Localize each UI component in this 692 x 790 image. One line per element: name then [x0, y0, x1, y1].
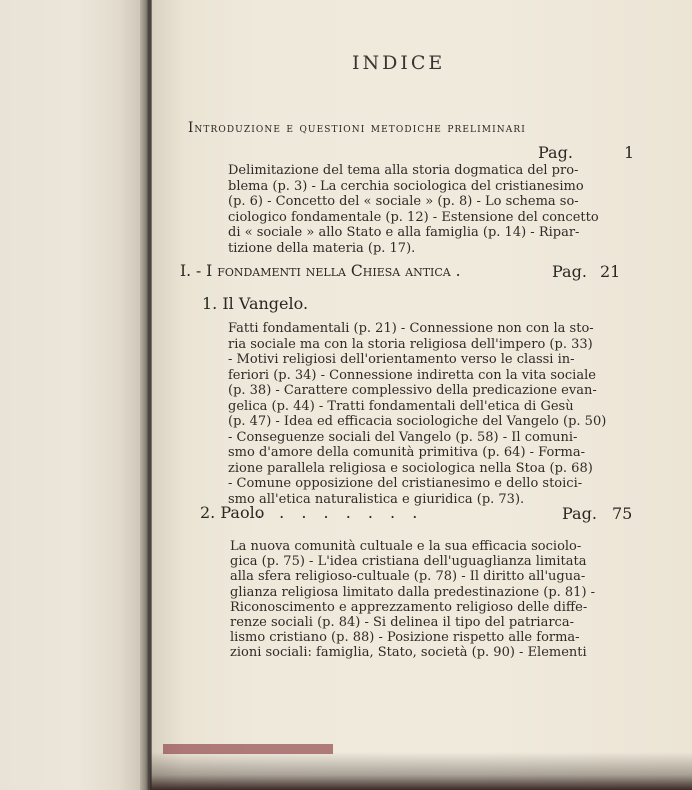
section-1-pag-label: Pag.: [552, 262, 587, 281]
chapter-2-summary: [230, 539, 595, 661]
chapter-1-summary-line: - Conseguenze sociali del Vangelo (p. 58) - Il comuni-: [228, 429, 578, 445]
chapter-1-summary-line: smo d'amore della comunità primitiva (p. 64) - Forma-: [228, 445, 585, 460]
left-page: [0, 0, 140, 790]
chapter-2-summary-line: lismo cristiano (p. 88) - Posizione rispetto alle forma-: [230, 630, 580, 646]
chapter-1-summary: [228, 321, 606, 507]
chapter-1-summary-line: zione parallela religiosa e sociologica nella Stoa (p. 68): [228, 460, 593, 476]
chapter-1-summary-line: ria sociale ma con la storia religiosa dell'impero (p. 33): [228, 336, 593, 352]
intro-summary-line: ciologico fondamentale (p. 12) - Estensione del concetto: [228, 209, 599, 225]
chapter-1-summary-line: - Comune opposizione del cristianesimo e dello stoici-: [228, 476, 583, 491]
chapter-2-summary-line: alla sfera religioso-cultuale (p. 78) - Il diritto all'ugua-: [230, 569, 586, 585]
section-1-heading: I. - I fondamenti nella Chiesa antica .: [180, 262, 461, 280]
book-gutter: [148, 0, 151, 790]
chapter-1-summary-line: (p. 47) - Idea ed efficacia sociologiche del Vangelo (p. 50): [228, 414, 607, 429]
chapter-1-summary-line: feriori (p. 34) - Connessione indiretta con la vita sociale: [228, 367, 596, 383]
chapter-2-heading: 2. Paolo: [200, 503, 265, 522]
intro-summary-line: blema (p. 3) - La cerchia sociologica del cristianesimo: [228, 178, 584, 194]
chapter-2-summary-line: La nuova comunità cultuale e la sua efficacia sociolo-: [230, 539, 582, 554]
intro-summary-line: (p. 6) - Concetto del « sociale » (p. 8) - Lo schema so-: [228, 194, 579, 209]
chapter-1-summary-line: (p. 38) - Carattere complessivo della predicazione evan-: [228, 383, 597, 398]
chapter-2-summary-line: Riconoscimento e apprezzamento religioso delle diffe-: [230, 599, 588, 615]
chapter-1-summary-line: smo all'etica naturalistica e giuridica (p. 73).: [228, 491, 525, 507]
intro-page-number: 1: [624, 143, 635, 162]
chapter-1-summary-line: - Motivi religiosi dell'orientamento verso le classi in-: [228, 352, 575, 367]
index-title: INDICE: [352, 52, 446, 74]
chapter-2-leader-dots: . . . . . . . .: [257, 503, 424, 522]
intro-summary-line: di « sociale » allo Stato e alla famiglia (p. 14) - Ripar-: [228, 225, 580, 240]
chapter-2-summary-line: zioni sociali: famiglia, Stato, società (p. 90) - Elementi: [230, 645, 587, 661]
chapter-2-summary-line: glianza religiosa limitato dalla predestinazione (p. 81) -: [230, 584, 596, 600]
chapter-1-summary-line: Fatti fondamentali (p. 21) - Connessione non con la sto-: [228, 321, 594, 336]
intro-heading: Introduzione e questioni metodiche preliminari: [188, 120, 526, 136]
chapter-2-pag-label: Pag.: [562, 504, 597, 523]
chapter-2-summary-line: renze sociali (p. 84) - Si delinea il tipo del patriarca-: [230, 615, 574, 631]
intro-pag-label: Pag.: [538, 143, 573, 162]
chapter-2-page-number: 75: [612, 504, 633, 523]
chapter-1-summary-line: gelica (p. 44) - Tratti fondamentali dell'etica di Gesù: [228, 398, 574, 414]
intro-summary-line: tizione della materia (p. 17).: [228, 240, 416, 256]
intro-summary: [228, 163, 599, 256]
intro-summary-line: Delimitazione del tema alla storia dogmatica del pro-: [228, 163, 579, 178]
chapter-1-heading: 1. Il Vangelo.: [202, 294, 309, 313]
section-1-page-number: 21: [600, 262, 621, 281]
bottom-shadow: [150, 752, 692, 790]
chapter-2-summary-line: gica (p. 75) - L'idea cristiana dell'uguaglianza limitata: [230, 554, 587, 570]
